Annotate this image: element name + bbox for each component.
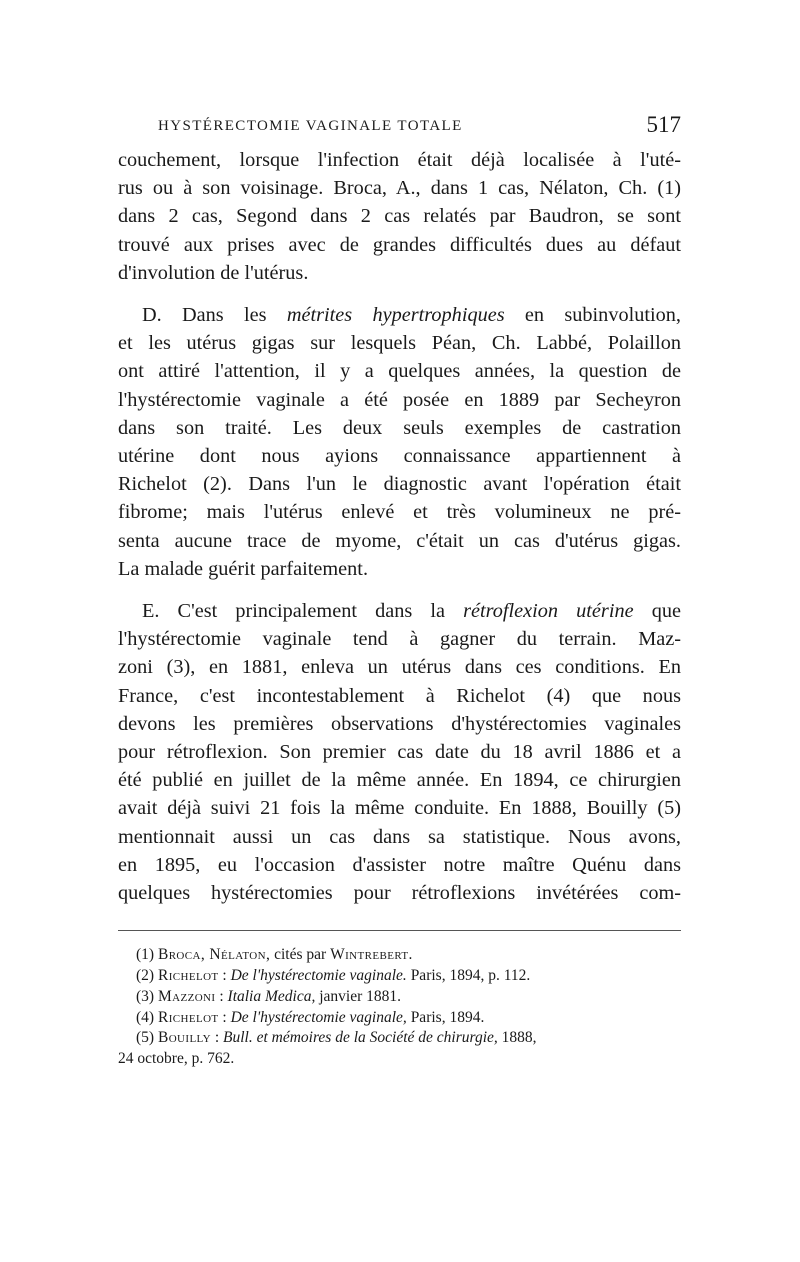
footnote-2: (2) Richelot : De l'hystérectomie vaginale. Paris, 1894, p. 112. bbox=[136, 967, 531, 985]
text-line: été publié en juillet de la même année. En 1894, ce chirurgien bbox=[118, 769, 681, 792]
text-line: utérine dont nous ayions connaissance appartiennent à bbox=[118, 445, 681, 468]
text-line: D. Dans les métrites hypertrophiques en subinvolution, bbox=[142, 304, 681, 327]
footnote-1: (1) Broca, Nélaton, cités par Wintrebert. bbox=[136, 946, 413, 964]
text-line: ont attiré l'attention, il y a quelques années, la question de bbox=[118, 360, 681, 383]
text-line: Richelot (2). Dans l'un le diagnostic avant l'opération était bbox=[118, 473, 681, 496]
footnote-4: (4) Richelot : De l'hystérectomie vaginale, Paris, 1894. bbox=[136, 1008, 485, 1026]
text-line: La malade guérit parfaitement. bbox=[118, 557, 369, 580]
emphasis: métrites hypertrophiques bbox=[286, 304, 505, 327]
text-line: dans 2 cas, Segond dans 2 cas relatés par Baudron, se sont bbox=[118, 205, 681, 228]
text-line: en 1895, eu l'occasion d'assister notre maître Quénu dans bbox=[118, 853, 681, 876]
footnote-3: (3) Mazzoni : Italia Medica, janvier 1881. bbox=[136, 987, 402, 1005]
text-line: dans son traité. Les deux seuls exemples de castration bbox=[118, 416, 681, 439]
page-number: 517 bbox=[646, 112, 681, 137]
body-text bbox=[118, 146, 681, 907]
paragraph-continuation bbox=[118, 146, 681, 287]
running-head: HYSTÉRECTOMIE VAGINALE TOTALE bbox=[158, 118, 463, 134]
text-line: senta aucune trace de myome, c'était un cas d'utérus gigas. bbox=[118, 529, 681, 552]
text-line: devons les premières observations d'hystérectomies vaginales bbox=[118, 712, 681, 735]
footnote-divider bbox=[118, 930, 681, 931]
text-line: France, c'est incontestablement à Richelot (4) que nous bbox=[118, 684, 681, 707]
paragraph-e bbox=[118, 597, 681, 907]
text-line: pour rétroflexion. Son premier cas date du 18 avril 1886 et a bbox=[118, 741, 681, 764]
text-line: l'hystérectomie vaginale tend à gagner du terrain. Maz- bbox=[118, 628, 681, 651]
text-line: trouvé aux prises avec de grandes difficultés dues au défaut bbox=[118, 233, 681, 256]
text-line: mentionnait aussi un cas dans sa statistique. Nous avons, bbox=[118, 825, 681, 848]
page-header bbox=[118, 112, 681, 146]
text-line: avait déjà suivi 21 fois la même conduite. En 1888, Bouilly (5) bbox=[118, 797, 681, 820]
text-line: couchement, lorsque l'infection était déjà localisée à l'uté- bbox=[118, 149, 681, 171]
book-page bbox=[118, 112, 681, 1070]
text-line: E. C'est principalement dans la rétroflexion utérine que bbox=[142, 600, 681, 623]
footnote-5: (5) Bouilly : Bull. et mémoires de la Société de chirurgie, 1888, bbox=[136, 1029, 537, 1047]
text-line: d'involution de l'utérus. bbox=[118, 261, 309, 284]
text-line: quelques hystérectomies pour rétroflexions invétérées com- bbox=[118, 882, 681, 905]
text-line: rus ou à son voisinage. Broca, A., dans 1 cas, Nélaton, Ch. (1) bbox=[118, 177, 681, 200]
footnote-5-continuation: 24 octobre, p. 762. bbox=[118, 1050, 235, 1068]
text-line: zoni (3), en 1881, enleva un utérus dans ces conditions. En bbox=[118, 656, 681, 679]
text-line: l'hystérectomie vaginale a été posée en 1889 par Secheyron bbox=[118, 388, 681, 411]
emphasis: rétroflexion utérine bbox=[463, 600, 634, 623]
paragraph-d bbox=[118, 301, 681, 583]
footnotes bbox=[118, 945, 681, 1070]
text-line: et les utérus gigas sur lesquels Péan, Ch. Labbé, Polaillon bbox=[118, 332, 681, 355]
text-line: fibrome; mais l'utérus enlevé et très volumineux ne pré- bbox=[118, 501, 681, 524]
